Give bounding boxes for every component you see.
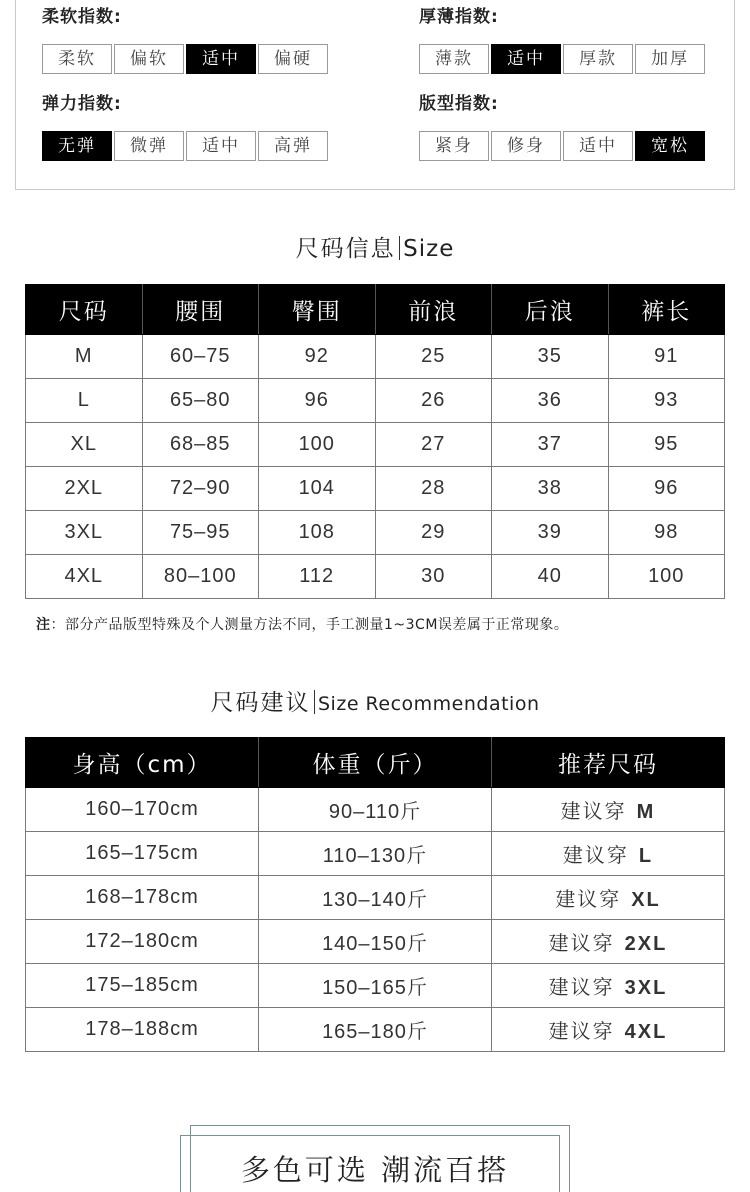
size-table-header-cell: 裤长 bbox=[608, 285, 725, 335]
table-cell: 3XL bbox=[26, 511, 143, 555]
table-cell: 2XL bbox=[26, 467, 143, 511]
suggest-text: 建议穿 bbox=[548, 977, 615, 999]
size-table-header-cell: 尺码 bbox=[26, 285, 143, 335]
table-row bbox=[26, 467, 725, 511]
banner-slogan: 多色可选 潮流百搭 bbox=[240, 1153, 510, 1187]
size-table-header-cell: 后浪 bbox=[492, 285, 609, 335]
index-option: 紧身 bbox=[419, 131, 489, 161]
recommended-size-cell bbox=[492, 876, 725, 920]
table-cell: 96 bbox=[608, 467, 725, 511]
weight-cell: 150–165斤 bbox=[259, 964, 492, 1008]
size-info-table bbox=[25, 284, 725, 599]
rec-table-header-cell: 体重（斤） bbox=[259, 738, 492, 788]
size-info-title-cn: 尺码信息 bbox=[295, 236, 396, 262]
softness-index-label: 柔软指数: bbox=[42, 7, 122, 27]
recommended-size-cell bbox=[492, 920, 725, 964]
table-cell: 27 bbox=[375, 423, 492, 467]
table-row bbox=[26, 1008, 725, 1052]
suggest-text: 建议穿 bbox=[560, 801, 627, 823]
table-cell: 36 bbox=[492, 379, 609, 423]
index-option: 适中 bbox=[563, 131, 633, 161]
table-cell: 68–85 bbox=[142, 423, 259, 467]
index-option: 适中 bbox=[186, 131, 256, 161]
table-cell: 39 bbox=[492, 511, 609, 555]
index-option: 适中 bbox=[491, 44, 561, 74]
table-cell: 26 bbox=[375, 379, 492, 423]
table-row bbox=[26, 832, 725, 876]
table-cell: 35 bbox=[492, 335, 609, 379]
size-table-header-cell: 臀围 bbox=[259, 285, 376, 335]
height-cell: 175–185cm bbox=[26, 964, 259, 1008]
table-cell: 80–100 bbox=[142, 555, 259, 599]
suggest-text: 建议穿 bbox=[548, 1021, 615, 1043]
elasticity-options bbox=[42, 131, 328, 161]
weight-cell: 130–140斤 bbox=[259, 876, 492, 920]
table-cell: 37 bbox=[492, 423, 609, 467]
height-cell: 160–170cm bbox=[26, 788, 259, 832]
table-cell: 92 bbox=[259, 335, 376, 379]
index-option: 高弹 bbox=[258, 131, 328, 161]
elasticity-index-label: 弹力指数: bbox=[42, 94, 122, 114]
table-cell: 108 bbox=[259, 511, 376, 555]
recommended-size: 4XL bbox=[624, 1021, 668, 1043]
softness-index bbox=[42, 6, 312, 69]
table-cell: 29 bbox=[375, 511, 492, 555]
size-info-title bbox=[0, 230, 750, 263]
recommended-size-cell bbox=[492, 832, 725, 876]
suggest-text: 建议穿 bbox=[555, 889, 622, 911]
table-cell: 72–90 bbox=[142, 467, 259, 511]
size-table-header-cell: 前浪 bbox=[375, 285, 492, 335]
height-cell: 178–188cm bbox=[26, 1008, 259, 1052]
title-separator bbox=[399, 236, 401, 260]
fit-options bbox=[419, 131, 705, 161]
table-cell: XL bbox=[26, 423, 143, 467]
weight-cell: 90–110斤 bbox=[259, 788, 492, 832]
rec-table-header-cell: 推荐尺码 bbox=[492, 738, 725, 788]
rec-table-header-row bbox=[26, 738, 725, 788]
table-row bbox=[26, 379, 725, 423]
table-cell: 28 bbox=[375, 467, 492, 511]
index-option: 无弹 bbox=[42, 131, 112, 161]
index-option: 适中 bbox=[186, 44, 256, 74]
table-cell: 112 bbox=[259, 555, 376, 599]
fabric-index-panel bbox=[15, 0, 735, 190]
table-cell: 100 bbox=[608, 555, 725, 599]
index-option: 加厚 bbox=[635, 44, 705, 74]
index-option: 偏软 bbox=[114, 44, 184, 74]
recommended-size: 2XL bbox=[624, 933, 668, 955]
recommended-size: XL bbox=[631, 889, 661, 911]
table-cell: 100 bbox=[259, 423, 376, 467]
rec-table-header-cell: 身高（cm） bbox=[26, 738, 259, 788]
index-option: 薄款 bbox=[419, 44, 489, 74]
note-text: ：部分产品版型特殊及个人测量方法不同，手工测量1~3CM误差属于正常现象。 bbox=[50, 617, 569, 633]
weight-cell: 165–180斤 bbox=[259, 1008, 492, 1052]
table-cell: L bbox=[26, 379, 143, 423]
table-row bbox=[26, 511, 725, 555]
weight-cell: 140–150斤 bbox=[259, 920, 492, 964]
index-option: 宽松 bbox=[635, 131, 705, 161]
suggest-text: 建议穿 bbox=[548, 933, 615, 955]
table-cell: 75–95 bbox=[142, 511, 259, 555]
table-cell: 95 bbox=[608, 423, 725, 467]
table-cell: 65–80 bbox=[142, 379, 259, 423]
size-info-title-en: Size bbox=[403, 236, 455, 262]
table-cell: 96 bbox=[259, 379, 376, 423]
fit-index bbox=[419, 93, 689, 156]
measurement-note bbox=[36, 614, 568, 634]
thickness-options bbox=[419, 44, 705, 74]
index-option: 修身 bbox=[491, 131, 561, 161]
index-option: 厚款 bbox=[563, 44, 633, 74]
softness-options bbox=[42, 44, 328, 74]
size-recommendation-title-cn: 尺码建议 bbox=[210, 690, 311, 716]
table-row bbox=[26, 876, 725, 920]
table-cell: 93 bbox=[608, 379, 725, 423]
table-cell: 40 bbox=[492, 555, 609, 599]
table-cell: 60–75 bbox=[142, 335, 259, 379]
table-row bbox=[26, 335, 725, 379]
size-recommendation-title bbox=[0, 684, 750, 717]
index-option: 偏硬 bbox=[258, 44, 328, 74]
size-table-header-row bbox=[26, 285, 725, 335]
recommended-size: M bbox=[636, 801, 656, 823]
recommended-size-cell bbox=[492, 964, 725, 1008]
weight-cell: 110–130斤 bbox=[259, 832, 492, 876]
height-cell: 172–180cm bbox=[26, 920, 259, 964]
thickness-index bbox=[419, 6, 689, 69]
recommended-size-cell bbox=[492, 788, 725, 832]
title-separator bbox=[314, 690, 316, 714]
recommended-size: 3XL bbox=[624, 977, 668, 999]
index-option: 柔软 bbox=[42, 44, 112, 74]
note-prefix: 注 bbox=[36, 617, 51, 633]
table-row bbox=[26, 964, 725, 1008]
table-row bbox=[26, 555, 725, 599]
size-table-header-cell: 腰围 bbox=[142, 285, 259, 335]
table-cell: M bbox=[26, 335, 143, 379]
height-cell: 165–175cm bbox=[26, 832, 259, 876]
size-recommendation-title-en: Size Recommendation bbox=[318, 693, 540, 715]
table-row bbox=[26, 788, 725, 832]
table-cell: 104 bbox=[259, 467, 376, 511]
table-cell: 98 bbox=[608, 511, 725, 555]
elasticity-index bbox=[42, 93, 312, 156]
table-row bbox=[26, 423, 725, 467]
recommended-size-cell bbox=[492, 1008, 725, 1052]
size-recommendation-table bbox=[25, 737, 725, 1052]
size-table-body bbox=[26, 335, 725, 599]
table-cell: 4XL bbox=[26, 555, 143, 599]
recommended-size: L bbox=[638, 845, 654, 867]
table-cell: 30 bbox=[375, 555, 492, 599]
table-cell: 91 bbox=[608, 335, 725, 379]
thickness-index-label: 厚薄指数: bbox=[419, 7, 499, 27]
table-cell: 25 bbox=[375, 335, 492, 379]
fit-index-label: 版型指数: bbox=[419, 94, 499, 114]
height-cell: 168–178cm bbox=[26, 876, 259, 920]
table-cell: 38 bbox=[492, 467, 609, 511]
table-row bbox=[26, 920, 725, 964]
index-option: 微弹 bbox=[114, 131, 184, 161]
rec-table-body bbox=[26, 788, 725, 1052]
suggest-text: 建议穿 bbox=[562, 845, 629, 867]
